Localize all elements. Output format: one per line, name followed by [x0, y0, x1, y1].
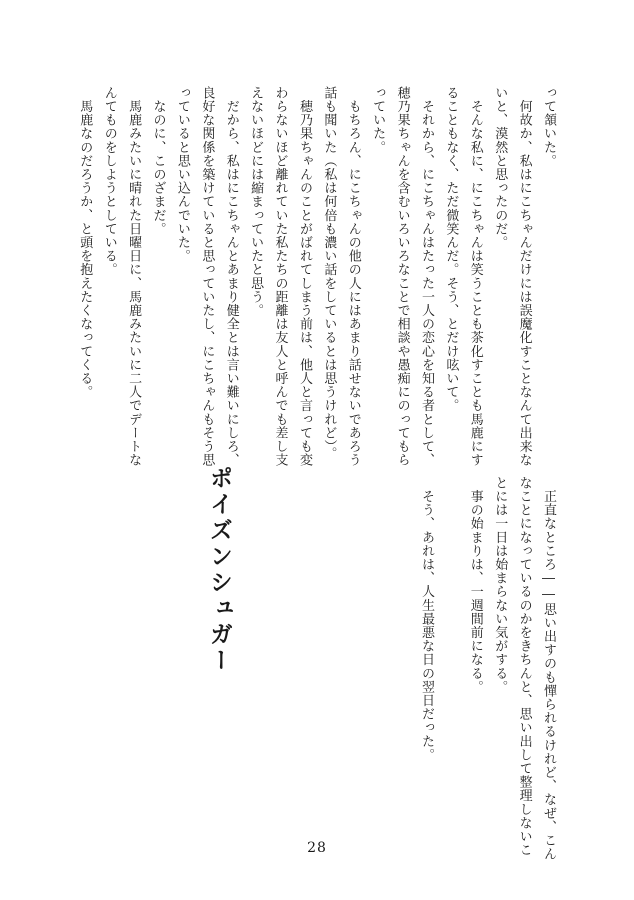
text-line: もちろん、にこちゃんの他の人にはあまり話せないであろう	[345, 86, 361, 467]
text-line: っていた。	[370, 86, 386, 154]
text-line: 穂乃果ちゃんのことがばれてしまう前は、他人と言っても変	[296, 86, 312, 467]
text-line: っていると思い込んでいた。	[174, 86, 190, 263]
text-line: 穂乃果ちゃんを含むいろいろなことで相談や愚痴にのってもら	[394, 86, 410, 467]
top-text-block	[72, 86, 560, 466]
text-line: そう、あれは、人生最悪な日の翌日だった。	[418, 476, 434, 762]
text-line: んてものをしようとしている。	[101, 86, 117, 277]
text-line: えないほどには縮まっていたと思う。	[248, 86, 264, 318]
text-line: 何故か、私はにこちゃんだけには誤魔化すことなんて出来な	[516, 86, 532, 467]
blank-line	[438, 476, 462, 796]
chapter-title: ポイズンシュガー	[206, 466, 232, 674]
text-line: いと、漠然と思ったのだ。	[492, 86, 508, 250]
text-line: そんな私に、にこちゃんは笑うことも茶化すことも馬鹿にす	[467, 86, 483, 467]
text-line: 正直なところ――思い出すのも憚られるけれど、なぜ、こん	[541, 476, 556, 861]
text-line: 話も聞いた（私は何倍も濃い話をしているとは思うけれど）。	[321, 86, 337, 461]
text-line: 馬鹿みたいに晴れた日曜日に、馬鹿みたいに二人でデートな	[126, 86, 142, 467]
text-line: だから、私はにこちゃんとあまり健全とは言い難いにしろ、	[223, 86, 239, 467]
text-line: わらないほど離れていた私たちの距離は友人と呼んでも差し支	[272, 86, 288, 467]
text-line: って頷いた。	[541, 86, 556, 168]
text-line: 事の始まりは、一週間前になる。	[467, 476, 483, 694]
text-line: 馬鹿なのだろうか、と頭を抱えたくなってくる。	[77, 86, 93, 399]
text-line: なのに、このざまだ。	[150, 86, 166, 236]
text-line: 良好な関係を築けていると思っていたし、にこちゃんもそう思	[199, 86, 215, 467]
text-line: なことになっているのかをきちんと、思い出して整理しないこ	[516, 476, 532, 857]
text-line: ることもなく、ただ微笑んだ。そう、とだけ呟いて。	[443, 86, 459, 413]
text-line: とには一日は始まらない気がする。	[492, 476, 508, 694]
page-number: 28	[307, 840, 327, 856]
bottom-text-block	[414, 476, 560, 861]
text-line: それから、にこちゃんはたった一人の恋心を知る者として、	[418, 86, 434, 467]
